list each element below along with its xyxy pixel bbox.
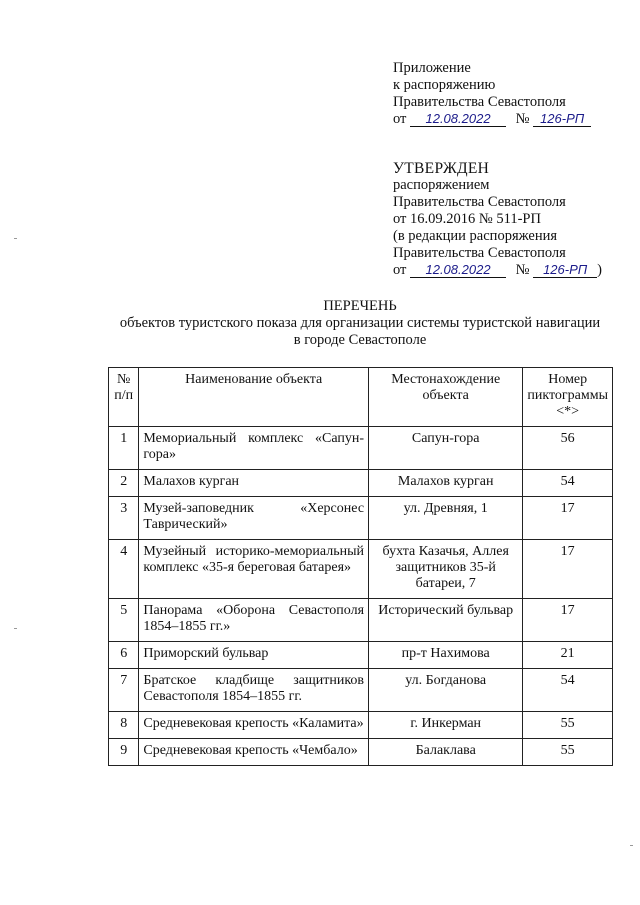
approved-line3: от 16.09.2016 № 511-РП xyxy=(393,211,541,227)
cell-location: Сапун-гора xyxy=(369,427,523,470)
appendix-block xyxy=(393,60,591,128)
appendix-date: 12.08.2022 xyxy=(410,112,506,127)
cell-location: Малахов курган xyxy=(369,470,523,497)
cell-name: Средневековая крепость «Каламита» xyxy=(139,712,369,739)
cell-location: бухта Казачья, Аллея защитников 35-й батареи, 7 xyxy=(369,540,523,599)
cell-num: 7 xyxy=(109,669,139,712)
approved-line1: распоряжением xyxy=(393,177,490,193)
table-row xyxy=(109,540,613,599)
cell-name: Приморский бульвар xyxy=(139,642,369,669)
header-num xyxy=(109,368,139,427)
cell-name: Мемориальный комплекс «Сапун-гора» xyxy=(139,427,369,470)
table-row xyxy=(109,599,613,642)
header-pictogram: Номер пиктограммы <*> xyxy=(523,368,613,427)
header-num-line1: № xyxy=(117,372,131,387)
cell-num: 8 xyxy=(109,712,139,739)
cell-name: Средневековая крепость «Чембало» xyxy=(139,739,369,766)
cell-pictogram: 17 xyxy=(523,599,613,642)
cell-name: Братское кладбище защитников Севастополя 1854–1855 гг. xyxy=(139,669,369,712)
list-subtitle-line2: в городе Севастополе xyxy=(293,332,427,348)
cell-pictogram: 54 xyxy=(523,470,613,497)
cell-pictogram: 56 xyxy=(523,427,613,470)
cell-location: ул. Древняя, 1 xyxy=(369,497,523,540)
approved-number-sign: № xyxy=(515,262,530,278)
cell-pictogram: 21 xyxy=(523,642,613,669)
table-row xyxy=(109,470,613,497)
cell-num: 3 xyxy=(109,497,139,540)
header-name: Наименование объекта xyxy=(139,368,369,427)
approved-number: 126-РП xyxy=(533,263,597,278)
cell-num: 2 xyxy=(109,470,139,497)
cell-name: Панорама «Оборона Севастополя 1854–1855 гг.» xyxy=(139,599,369,642)
margin-mark xyxy=(14,238,17,239)
table-row xyxy=(109,739,613,766)
table-row xyxy=(109,642,613,669)
cell-location: пр-т Нахимова xyxy=(369,642,523,669)
approved-date-line xyxy=(393,262,602,279)
cell-pictogram: 17 xyxy=(523,540,613,599)
appendix-line2: к распоряжению xyxy=(393,77,496,93)
header-num-line2: п/п xyxy=(114,388,134,403)
list-subtitle-line1: объектов туристского показа для организации системы туристской навигации xyxy=(119,315,601,331)
approved-from: от xyxy=(393,262,407,278)
cell-name: Музейный историко-мемориальный комплекс «35-я береговая батарея» xyxy=(139,540,369,599)
approved-line2: Правительства Севастополя xyxy=(393,194,566,210)
appendix-line3: Правительства Севастополя xyxy=(393,94,566,110)
cell-num: 1 xyxy=(109,427,139,470)
cell-location: Балаклава xyxy=(369,739,523,766)
cell-pictogram: 55 xyxy=(523,739,613,766)
approved-block xyxy=(393,160,602,279)
table-header-row xyxy=(109,368,613,427)
cell-pictogram: 17 xyxy=(523,497,613,540)
cell-num: 9 xyxy=(109,739,139,766)
appendix-number-sign: № xyxy=(515,111,530,127)
cell-num: 5 xyxy=(109,599,139,642)
cell-pictogram: 55 xyxy=(523,712,613,739)
cell-name: Малахов курган xyxy=(139,470,369,497)
cell-location: г. Инкерман xyxy=(369,712,523,739)
appendix-line1: Приложение xyxy=(393,60,471,76)
cell-location: Исторический бульвар xyxy=(369,599,523,642)
table-row xyxy=(109,712,613,739)
objects-table xyxy=(108,367,613,766)
approved-heading: УТВЕРЖДЕН xyxy=(393,160,490,177)
table-row xyxy=(109,497,613,540)
margin-mark xyxy=(14,628,17,629)
appendix-number: 126-РП xyxy=(533,112,591,127)
list-title: ПЕРЕЧЕНЬ xyxy=(323,298,397,314)
approved-close-paren: ) xyxy=(597,262,602,278)
table-row xyxy=(109,669,613,712)
appendix-from: от xyxy=(393,111,407,127)
cell-pictogram: 54 xyxy=(523,669,613,712)
cell-name: Музей-заповедник «Херсонес Таврический» xyxy=(139,497,369,540)
table-row xyxy=(109,427,613,470)
appendix-date-line xyxy=(393,111,591,128)
approved-line4: (в редакции распоряжения xyxy=(393,228,558,244)
cell-num: 4 xyxy=(109,540,139,599)
header-location: Местонахождение объекта xyxy=(369,368,523,427)
margin-mark xyxy=(630,845,633,846)
cell-num: 6 xyxy=(109,642,139,669)
approved-date: 12.08.2022 xyxy=(410,263,506,278)
approved-line5: Правительства Севастополя xyxy=(393,245,566,261)
cell-location: ул. Богданова xyxy=(369,669,523,712)
